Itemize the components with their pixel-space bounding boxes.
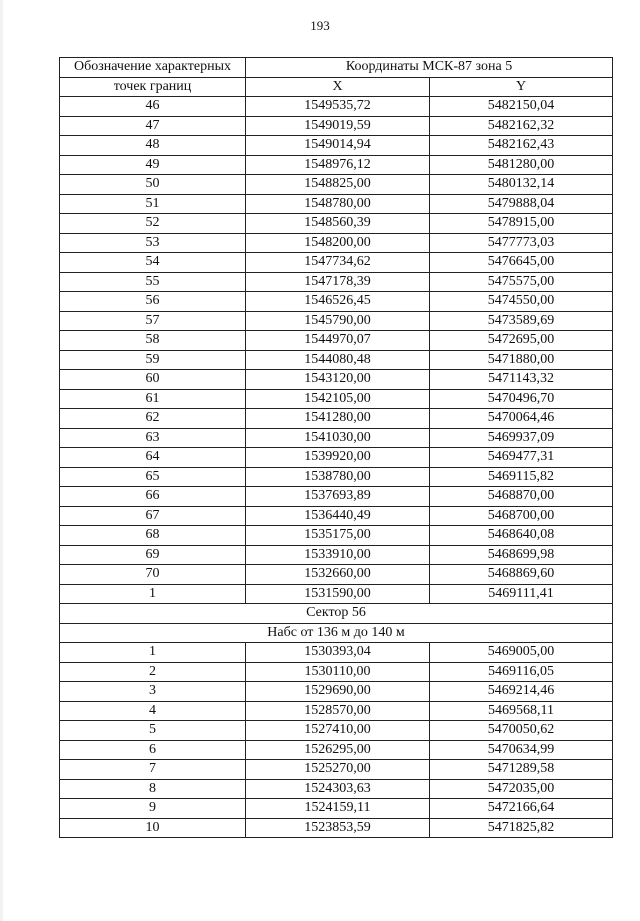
table-row — [60, 682, 613, 702]
y-coordinate-cell: 5470050,62 — [430, 721, 613, 741]
y-coordinate-cell: 5470064,46 — [430, 409, 613, 429]
table-row — [60, 760, 613, 780]
table-row — [60, 701, 613, 721]
point-designation-header-line1: Обозначение характерных — [60, 58, 246, 78]
x-coordinate-cell: 1529690,00 — [246, 682, 430, 702]
point-number-cell: 6 — [60, 740, 246, 760]
y-column-header: Y — [430, 77, 613, 97]
table-row — [60, 311, 613, 331]
table-row — [60, 526, 613, 546]
x-coordinate-cell: 1530110,00 — [246, 662, 430, 682]
point-number-cell: 1 — [60, 643, 246, 663]
table-row — [60, 467, 613, 487]
table-row — [60, 155, 613, 175]
y-coordinate-cell: 5471880,00 — [430, 350, 613, 370]
sector-height-range: Набс от 136 м до 140 м — [60, 623, 613, 643]
x-coordinate-cell: 1541030,00 — [246, 428, 430, 448]
point-number-cell: 60 — [60, 370, 246, 390]
y-coordinate-cell: 5480132,14 — [430, 175, 613, 195]
point-number-cell: 56 — [60, 292, 246, 312]
page-number: 193 — [310, 18, 330, 33]
table-row — [60, 428, 613, 448]
x-coordinate-cell: 1536440,49 — [246, 506, 430, 526]
x-coordinate-cell: 1539920,00 — [246, 448, 430, 468]
table-row — [60, 565, 613, 585]
table-row — [60, 292, 613, 312]
point-number-cell: 8 — [60, 779, 246, 799]
y-coordinate-cell: 5469116,05 — [430, 662, 613, 682]
point-number-cell: 2 — [60, 662, 246, 682]
point-number-cell: 55 — [60, 272, 246, 292]
point-number-cell: 59 — [60, 350, 246, 370]
x-coordinate-cell: 1546526,45 — [246, 292, 430, 312]
x-coordinate-cell: 1528570,00 — [246, 701, 430, 721]
x-coordinate-cell: 1547178,39 — [246, 272, 430, 292]
x-coordinate-cell: 1545790,00 — [246, 311, 430, 331]
table-row — [60, 448, 613, 468]
point-number-cell: 62 — [60, 409, 246, 429]
table-row — [60, 331, 613, 351]
point-number-cell: 5 — [60, 721, 246, 741]
x-coordinate-cell: 1526295,00 — [246, 740, 430, 760]
table-row — [60, 584, 613, 604]
y-coordinate-cell: 5482150,04 — [430, 97, 613, 117]
x-column-header: X — [246, 77, 430, 97]
x-coordinate-cell: 1549014,94 — [246, 136, 430, 156]
table-row — [60, 370, 613, 390]
point-number-cell: 47 — [60, 116, 246, 136]
x-coordinate-cell: 1549019,59 — [246, 116, 430, 136]
table-row — [60, 214, 613, 234]
table-row — [60, 545, 613, 565]
y-coordinate-cell: 5468869,60 — [430, 565, 613, 585]
x-coordinate-cell: 1527410,00 — [246, 721, 430, 741]
y-coordinate-cell: 5470496,70 — [430, 389, 613, 409]
y-coordinate-cell: 5469111,41 — [430, 584, 613, 604]
y-coordinate-cell: 5469115,82 — [430, 467, 613, 487]
point-number-cell: 54 — [60, 253, 246, 273]
point-number-cell: 63 — [60, 428, 246, 448]
x-coordinate-cell: 1535175,00 — [246, 526, 430, 546]
point-number-cell: 61 — [60, 389, 246, 409]
y-coordinate-cell: 5477773,03 — [430, 233, 613, 253]
x-coordinate-cell: 1548560,39 — [246, 214, 430, 234]
point-number-cell: 70 — [60, 565, 246, 585]
x-coordinate-cell: 1544080,48 — [246, 350, 430, 370]
y-coordinate-cell: 5473589,69 — [430, 311, 613, 331]
table-row — [60, 740, 613, 760]
point-number-cell: 50 — [60, 175, 246, 195]
y-coordinate-cell: 5469477,31 — [430, 448, 613, 468]
y-coordinate-cell: 5471289,58 — [430, 760, 613, 780]
scan-edge — [0, 0, 3, 921]
table-row — [60, 643, 613, 663]
x-coordinate-cell: 1538780,00 — [246, 467, 430, 487]
point-number-cell: 65 — [60, 467, 246, 487]
x-coordinate-cell: 1543120,00 — [246, 370, 430, 390]
table-row — [60, 253, 613, 273]
y-coordinate-cell: 5475575,00 — [430, 272, 613, 292]
y-coordinate-cell: 5472035,00 — [430, 779, 613, 799]
table-row — [60, 389, 613, 409]
y-coordinate-cell: 5469005,00 — [430, 643, 613, 663]
y-coordinate-cell: 5481280,00 — [430, 155, 613, 175]
x-coordinate-cell: 1549535,72 — [246, 97, 430, 117]
point-number-cell: 9 — [60, 799, 246, 819]
table-row — [60, 272, 613, 292]
y-coordinate-cell: 5478915,00 — [430, 214, 613, 234]
point-number-cell: 4 — [60, 701, 246, 721]
table-row — [60, 175, 613, 195]
y-coordinate-cell: 5468699,98 — [430, 545, 613, 565]
point-number-cell: 58 — [60, 331, 246, 351]
table-row — [60, 350, 613, 370]
coordinates-system-header: Координаты МСК-87 зона 5 — [246, 58, 613, 78]
y-coordinate-cell: 5474550,00 — [430, 292, 613, 312]
table-row — [60, 116, 613, 136]
table-row — [60, 779, 613, 799]
x-coordinate-cell: 1544970,07 — [246, 331, 430, 351]
point-number-cell: 68 — [60, 526, 246, 546]
x-coordinate-cell: 1541280,00 — [246, 409, 430, 429]
x-coordinate-cell: 1537693,89 — [246, 487, 430, 507]
x-coordinate-cell: 1533910,00 — [246, 545, 430, 565]
point-designation-header-line2: точек границ — [60, 77, 246, 97]
y-coordinate-cell: 5482162,32 — [430, 116, 613, 136]
point-number-cell: 52 — [60, 214, 246, 234]
y-coordinate-cell: 5482162,43 — [430, 136, 613, 156]
y-coordinate-cell: 5472166,64 — [430, 799, 613, 819]
y-coordinate-cell: 5469568,11 — [430, 701, 613, 721]
table-row — [60, 818, 613, 838]
table-row — [60, 487, 613, 507]
point-number-cell: 1 — [60, 584, 246, 604]
y-coordinate-cell: 5471825,82 — [430, 818, 613, 838]
x-coordinate-cell: 1523853,59 — [246, 818, 430, 838]
x-coordinate-cell: 1548825,00 — [246, 175, 430, 195]
table-row — [60, 233, 613, 253]
table-row — [60, 409, 613, 429]
point-number-cell: 57 — [60, 311, 246, 331]
point-number-cell: 69 — [60, 545, 246, 565]
point-number-cell: 49 — [60, 155, 246, 175]
point-number-cell: 66 — [60, 487, 246, 507]
x-coordinate-cell: 1542105,00 — [246, 389, 430, 409]
x-coordinate-cell: 1547734,62 — [246, 253, 430, 273]
x-coordinate-cell: 1548976,12 — [246, 155, 430, 175]
table-row — [60, 194, 613, 214]
x-coordinate-cell: 1525270,00 — [246, 760, 430, 780]
table-row — [60, 136, 613, 156]
table-row — [60, 506, 613, 526]
y-coordinate-cell: 5468640,08 — [430, 526, 613, 546]
x-coordinate-cell: 1548200,00 — [246, 233, 430, 253]
y-coordinate-cell: 5469214,46 — [430, 682, 613, 702]
x-coordinate-cell: 1532660,00 — [246, 565, 430, 585]
y-coordinate-cell: 5470634,99 — [430, 740, 613, 760]
x-coordinate-cell: 1530393,04 — [246, 643, 430, 663]
coordinates-table — [59, 57, 613, 838]
table-row — [60, 721, 613, 741]
y-coordinate-cell: 5479888,04 — [430, 194, 613, 214]
sector-height-range-row — [60, 623, 613, 643]
point-number-cell: 53 — [60, 233, 246, 253]
y-coordinate-cell: 5469937,09 — [430, 428, 613, 448]
y-coordinate-cell: 5468870,00 — [430, 487, 613, 507]
x-coordinate-cell: 1524159,11 — [246, 799, 430, 819]
point-number-cell: 48 — [60, 136, 246, 156]
header-row-2 — [60, 77, 613, 97]
table-row — [60, 799, 613, 819]
x-coordinate-cell: 1531590,00 — [246, 584, 430, 604]
point-number-cell: 3 — [60, 682, 246, 702]
point-number-cell: 46 — [60, 97, 246, 117]
sector-title: Сектор 56 — [60, 604, 613, 624]
point-number-cell: 51 — [60, 194, 246, 214]
y-coordinate-cell: 5471143,32 — [430, 370, 613, 390]
point-number-cell: 7 — [60, 760, 246, 780]
x-coordinate-cell: 1548780,00 — [246, 194, 430, 214]
y-coordinate-cell: 5472695,00 — [430, 331, 613, 351]
table-row — [60, 662, 613, 682]
header-row-1 — [60, 58, 613, 78]
point-number-cell: 10 — [60, 818, 246, 838]
point-number-cell: 67 — [60, 506, 246, 526]
y-coordinate-cell: 5468700,00 — [430, 506, 613, 526]
y-coordinate-cell: 5476645,00 — [430, 253, 613, 273]
point-number-cell: 64 — [60, 448, 246, 468]
sector-title-row — [60, 604, 613, 624]
table-row — [60, 97, 613, 117]
x-coordinate-cell: 1524303,63 — [246, 779, 430, 799]
